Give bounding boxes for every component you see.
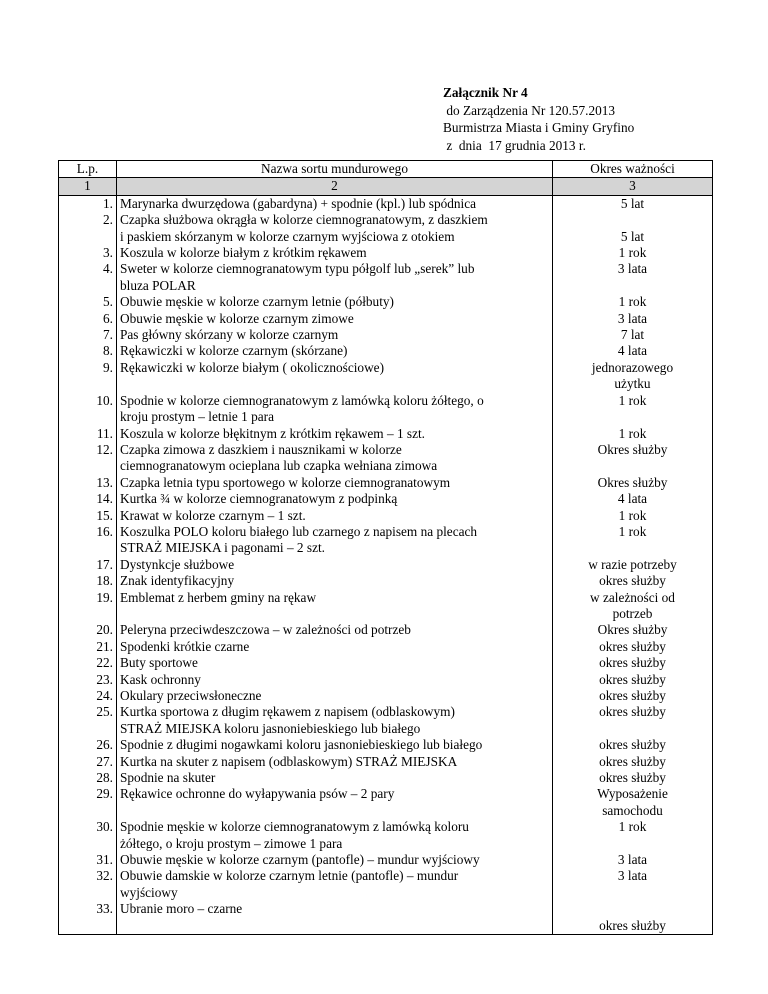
- period-line: Okres służby: [597, 441, 668, 457]
- period-line: 5 lat: [620, 195, 645, 211]
- period-line: okres służby: [599, 671, 666, 687]
- row-number: 14.: [59, 491, 117, 507]
- row-item-name: [117, 294, 553, 310]
- item-name-line: Spodnie z długimi nogawkami koloru jasnoniebieskiego lub białego: [120, 737, 483, 753]
- row-item-name: [117, 786, 553, 819]
- table-row: [59, 491, 713, 507]
- table-row: [59, 688, 713, 704]
- table-row: [59, 639, 713, 655]
- colnum-1: 1: [59, 178, 117, 195]
- row-validity-period: [553, 475, 713, 491]
- row-validity-period: [553, 442, 713, 475]
- row-item-name: [117, 852, 553, 868]
- row-number: 12.: [59, 442, 117, 475]
- period-line: 1 rok: [618, 523, 647, 539]
- item-name-line: Obuwie męskie w kolorze czarnym (pantofle) – mundur wyjściowy: [120, 852, 480, 868]
- table-row: [59, 294, 713, 310]
- issuer: Burmistrza Miasta i Gminy Gryfino: [443, 120, 635, 135]
- period-line: 5 lat: [620, 228, 645, 244]
- row-number: 31.: [59, 852, 117, 868]
- item-name-line: Znak identyfikacyjny: [120, 573, 235, 589]
- table-row: [59, 655, 713, 671]
- table-row: [59, 360, 713, 393]
- table-row: [59, 557, 713, 573]
- period-line: Wyposażenie: [597, 786, 668, 802]
- period-line: okres służby: [599, 770, 666, 786]
- table-row: [59, 672, 713, 688]
- row-validity-period: [553, 901, 713, 934]
- row-validity-period: [553, 294, 713, 310]
- period-line: 1 rok: [618, 392, 647, 408]
- table-row: [59, 524, 713, 557]
- item-name-line: Kurtka na skuter z napisem (odblaskowym) STRAŻ MIEJSKA: [120, 753, 458, 769]
- row-number: 5.: [59, 294, 117, 310]
- row-validity-period: [553, 573, 713, 589]
- period-line: 1 rok: [618, 294, 647, 310]
- row-item-name: [117, 195, 553, 212]
- table-row: [59, 442, 713, 475]
- row-validity-period: [553, 327, 713, 343]
- row-validity-period: [553, 212, 713, 245]
- row-validity-period: [553, 754, 713, 770]
- row-number: 11.: [59, 426, 117, 442]
- row-validity-period: [553, 393, 713, 426]
- row-number: 17.: [59, 557, 117, 573]
- row-number: 19.: [59, 590, 117, 623]
- row-number: 26.: [59, 737, 117, 753]
- period-line: potrzeb: [612, 605, 653, 621]
- table-row: [59, 261, 713, 294]
- row-item-name: [117, 868, 553, 901]
- row-validity-period: [553, 639, 713, 655]
- item-name-line: Obuwie męskie w kolorze czarnym letnie (półbuty): [120, 294, 394, 310]
- row-validity-period: [553, 245, 713, 261]
- row-item-name: [117, 590, 553, 623]
- row-validity-period: [553, 688, 713, 704]
- row-item-name: [117, 508, 553, 524]
- row-validity-period: [553, 261, 713, 294]
- item-name-line: Spodnie na skuter: [120, 770, 216, 786]
- item-name-line: Obuwie męskie w kolorze czarnym zimowe: [120, 310, 354, 326]
- period-line: okres służby: [599, 704, 666, 720]
- item-name-line: Obuwie damskie w kolorze czarnym letnie (pantofle) – mundur: [120, 868, 459, 884]
- table-row: [59, 327, 713, 343]
- table-row: [59, 426, 713, 442]
- row-item-name: [117, 688, 553, 704]
- row-item-name: [117, 901, 553, 934]
- item-name-line: ciemnogranatowym ocieplana lub czapka wełniana zimowa: [120, 458, 438, 474]
- row-item-name: [117, 343, 553, 359]
- row-number: 1.: [59, 195, 117, 212]
- item-name-line: Rękawice ochronne do wyłapywania psów – 2 pary: [120, 786, 395, 802]
- row-item-name: [117, 557, 553, 573]
- item-name-line: STRAŻ MIEJSKA i pagonami – 2 szt.: [120, 540, 325, 556]
- table-row: [59, 704, 713, 737]
- table-row: [59, 770, 713, 786]
- period-line: okres służby: [599, 753, 666, 769]
- row-item-name: [117, 327, 553, 343]
- table-row: [59, 573, 713, 589]
- period-line: 3 lata: [617, 261, 648, 277]
- row-item-name: [117, 754, 553, 770]
- row-number: 28.: [59, 770, 117, 786]
- row-validity-period: [553, 557, 713, 573]
- row-number: 13.: [59, 475, 117, 491]
- row-number: 4.: [59, 261, 117, 294]
- row-validity-period: [553, 655, 713, 671]
- table-row: [59, 819, 713, 852]
- item-name-line: Pas główny skórzany w kolorze czarnym: [120, 327, 339, 343]
- row-validity-period: [553, 343, 713, 359]
- row-item-name: [117, 672, 553, 688]
- table-row: [59, 868, 713, 901]
- row-validity-period: [553, 786, 713, 819]
- table-row: [59, 901, 713, 934]
- item-name-line: Koszulka POLO koloru białego lub czarnego z napisem na plecach: [120, 523, 478, 539]
- row-number: 20.: [59, 622, 117, 638]
- row-item-name: [117, 360, 553, 393]
- row-validity-period: [553, 590, 713, 623]
- row-item-name: [117, 475, 553, 491]
- period-line: okres służby: [599, 655, 666, 671]
- annex-title: Załącznik Nr 4: [443, 85, 528, 100]
- table-row: [59, 590, 713, 623]
- colnum-2: 2: [117, 178, 553, 195]
- period-line: okres służby: [599, 638, 666, 654]
- item-name-line: Koszula w kolorze białym z krótkim rękawem: [120, 245, 367, 261]
- table-row: [59, 195, 713, 212]
- row-validity-period: [553, 360, 713, 393]
- item-name-line: Buty sportowe: [120, 655, 198, 671]
- row-number: 18.: [59, 573, 117, 589]
- item-name-line: Okulary przeciwsłoneczne: [120, 688, 262, 703]
- item-name-line: Kurtka sportowa z długim rękawem z napisem (odblaskowym): [120, 704, 455, 720]
- period-line: użytku: [614, 376, 651, 392]
- row-item-name: [117, 655, 553, 671]
- item-name-line: kroju prostym – letnie 1 para: [120, 409, 274, 425]
- item-name-line: Spodnie męskie w kolorze ciemnogranatowym z lamówką koloru: [120, 819, 469, 835]
- document-header: [443, 84, 634, 154]
- item-name-line: wyjściowy: [120, 884, 178, 900]
- item-name-line: Koszula w kolorze błękitnym z krótkim rękawem – 1 szt.: [120, 425, 426, 441]
- period-line: 1 rok: [618, 819, 647, 835]
- uniform-table: [58, 160, 713, 935]
- colnum-3: 3: [553, 178, 713, 195]
- period-line: 1 rok: [618, 507, 647, 523]
- period-line: okres służby: [599, 573, 666, 589]
- item-name-line: Czapka zimowa z daszkiem i nausznikami w kolorze: [120, 441, 402, 457]
- row-number: 2.: [59, 212, 117, 245]
- row-item-name: [117, 704, 553, 737]
- row-item-name: [117, 819, 553, 852]
- period-line: 4 lata: [617, 491, 648, 507]
- table-row: [59, 622, 713, 638]
- period-line: Okres służby: [597, 474, 668, 490]
- table-row: [59, 508, 713, 524]
- row-number: 23.: [59, 672, 117, 688]
- row-item-name: [117, 261, 553, 294]
- period-line: 7 lat: [620, 327, 645, 343]
- table-row: [59, 311, 713, 327]
- row-number: 7.: [59, 327, 117, 343]
- row-validity-period: [553, 672, 713, 688]
- row-item-name: [117, 770, 553, 786]
- row-validity-period: [553, 195, 713, 212]
- row-validity-period: [553, 508, 713, 524]
- row-item-name: [117, 737, 553, 753]
- item-name-line: Dystynkcje służbowe: [120, 556, 235, 572]
- header-period: Okres ważności: [553, 161, 713, 178]
- item-name-line: Marynarka dwurzędowa (gabardyna) + spodnie (kpl.) lub spódnica: [120, 195, 477, 211]
- row-number: 27.: [59, 754, 117, 770]
- period-line: okres służby: [599, 917, 666, 933]
- item-name-line: i paskiem skórzanym w kolorze czarnym wyjściowa z otokiem: [120, 228, 455, 244]
- item-name-line: Kurtka ¾ w kolorze ciemnogranatowym z podpinką: [120, 491, 398, 507]
- row-number: 30.: [59, 819, 117, 852]
- table-row: [59, 212, 713, 245]
- row-validity-period: [553, 622, 713, 638]
- row-item-name: [117, 622, 553, 638]
- table-row: [59, 754, 713, 770]
- item-name-line: Peleryna przeciwdeszczowa – w zależności od potrzeb: [120, 622, 411, 638]
- item-name-line: Krawat w kolorze czarnym – 1 szt.: [120, 507, 306, 523]
- row-item-name: [117, 442, 553, 475]
- header-name: Nazwa sortu mundurowego: [117, 161, 553, 178]
- row-number: 6.: [59, 311, 117, 327]
- period-line: 3 lata: [617, 852, 648, 868]
- row-item-name: [117, 573, 553, 589]
- period-line: 3 lata: [617, 310, 648, 326]
- item-name-line: Rękawiczki w kolorze białym ( okolicznościowe): [120, 359, 385, 375]
- row-validity-period: [553, 852, 713, 868]
- period-line: [556, 901, 709, 917]
- item-name-line: Spodnie w kolorze ciemnogranatowym z lamówką koloru żółtego, o: [120, 392, 484, 408]
- row-validity-period: [553, 737, 713, 753]
- row-validity-period: [553, 426, 713, 442]
- row-validity-period: [553, 524, 713, 557]
- row-number: 25.: [59, 704, 117, 737]
- row-validity-period: [553, 770, 713, 786]
- item-name-line: Ubranie moro – czarne: [120, 901, 243, 917]
- table-row: [59, 245, 713, 261]
- row-validity-period: [553, 704, 713, 737]
- item-name-line: Emblemat z herbem gminy na rękaw: [120, 589, 317, 605]
- item-name-line: Kask ochronny: [120, 671, 201, 687]
- row-number: 21.: [59, 639, 117, 655]
- period-line: w razie potrzeby: [588, 556, 677, 572]
- item-name-line: Rękawiczki w kolorze czarnym (skórzane): [120, 343, 348, 359]
- period-line: okres służby: [599, 737, 666, 753]
- regulation-reference: do Zarządzenia Nr 120.57.2013: [443, 102, 616, 118]
- row-number: 3.: [59, 245, 117, 261]
- row-number: 29.: [59, 786, 117, 819]
- issue-date: z dnia 17 grudnia 2013 r.: [443, 137, 586, 153]
- item-name-line: bluza POLAR: [120, 277, 196, 293]
- period-line: w zależności od: [590, 589, 675, 605]
- item-name-line: żółtego, o kroju prostym – zimowe 1 para: [120, 835, 343, 851]
- row-item-name: [117, 639, 553, 655]
- row-number: 8.: [59, 343, 117, 359]
- row-validity-period: [553, 491, 713, 507]
- row-number: 9.: [59, 360, 117, 393]
- period-line: 4 lata: [617, 343, 648, 359]
- row-validity-period: [553, 819, 713, 852]
- item-name-line: Spodenki krótkie czarne: [120, 638, 250, 654]
- row-item-name: [117, 524, 553, 557]
- item-name-line: Sweter w kolorze ciemnogranatowym typu półgolf lub „serek” lub: [120, 261, 475, 277]
- row-item-name: [117, 311, 553, 327]
- row-number: 15.: [59, 508, 117, 524]
- period-line: 3 lata: [617, 868, 648, 884]
- table-header-row: [59, 161, 713, 178]
- column-number-row: [59, 178, 713, 195]
- row-number: 16.: [59, 524, 117, 557]
- row-item-name: [117, 245, 553, 261]
- row-item-name: [117, 393, 553, 426]
- row-item-name: [117, 212, 553, 245]
- period-line: [556, 212, 709, 228]
- header-lp: L.p.: [59, 161, 117, 178]
- row-number: 24.: [59, 688, 117, 704]
- table-row: [59, 393, 713, 426]
- table-row: [59, 852, 713, 868]
- row-item-name: [117, 426, 553, 442]
- table-row: [59, 343, 713, 359]
- period-line: 1 rok: [618, 245, 647, 261]
- item-name-line: Czapka letnia typu sportowego w kolorze ciemnogranatowym: [120, 474, 451, 490]
- period-line: Okres służby: [597, 622, 668, 638]
- row-number: 22.: [59, 655, 117, 671]
- table-row: [59, 786, 713, 819]
- table-row: [59, 475, 713, 491]
- item-name-line: STRAŻ MIEJSKA koloru jasnoniebieskiego lub białego: [120, 720, 421, 736]
- item-name-line: Czapka służbowa okrągła w kolorze ciemnogranatowym, z daszkiem: [120, 212, 488, 228]
- row-validity-period: [553, 311, 713, 327]
- row-number: 10.: [59, 393, 117, 426]
- table-row: [59, 737, 713, 753]
- row-number: 32.: [59, 868, 117, 901]
- row-number: 33.: [59, 901, 117, 934]
- row-item-name: [117, 491, 553, 507]
- period-line: 1 rok: [618, 425, 647, 441]
- row-validity-period: [553, 868, 713, 901]
- period-line: okres służby: [599, 688, 666, 703]
- period-line: jednorazowego: [591, 359, 674, 375]
- period-line: samochodu: [602, 802, 663, 818]
